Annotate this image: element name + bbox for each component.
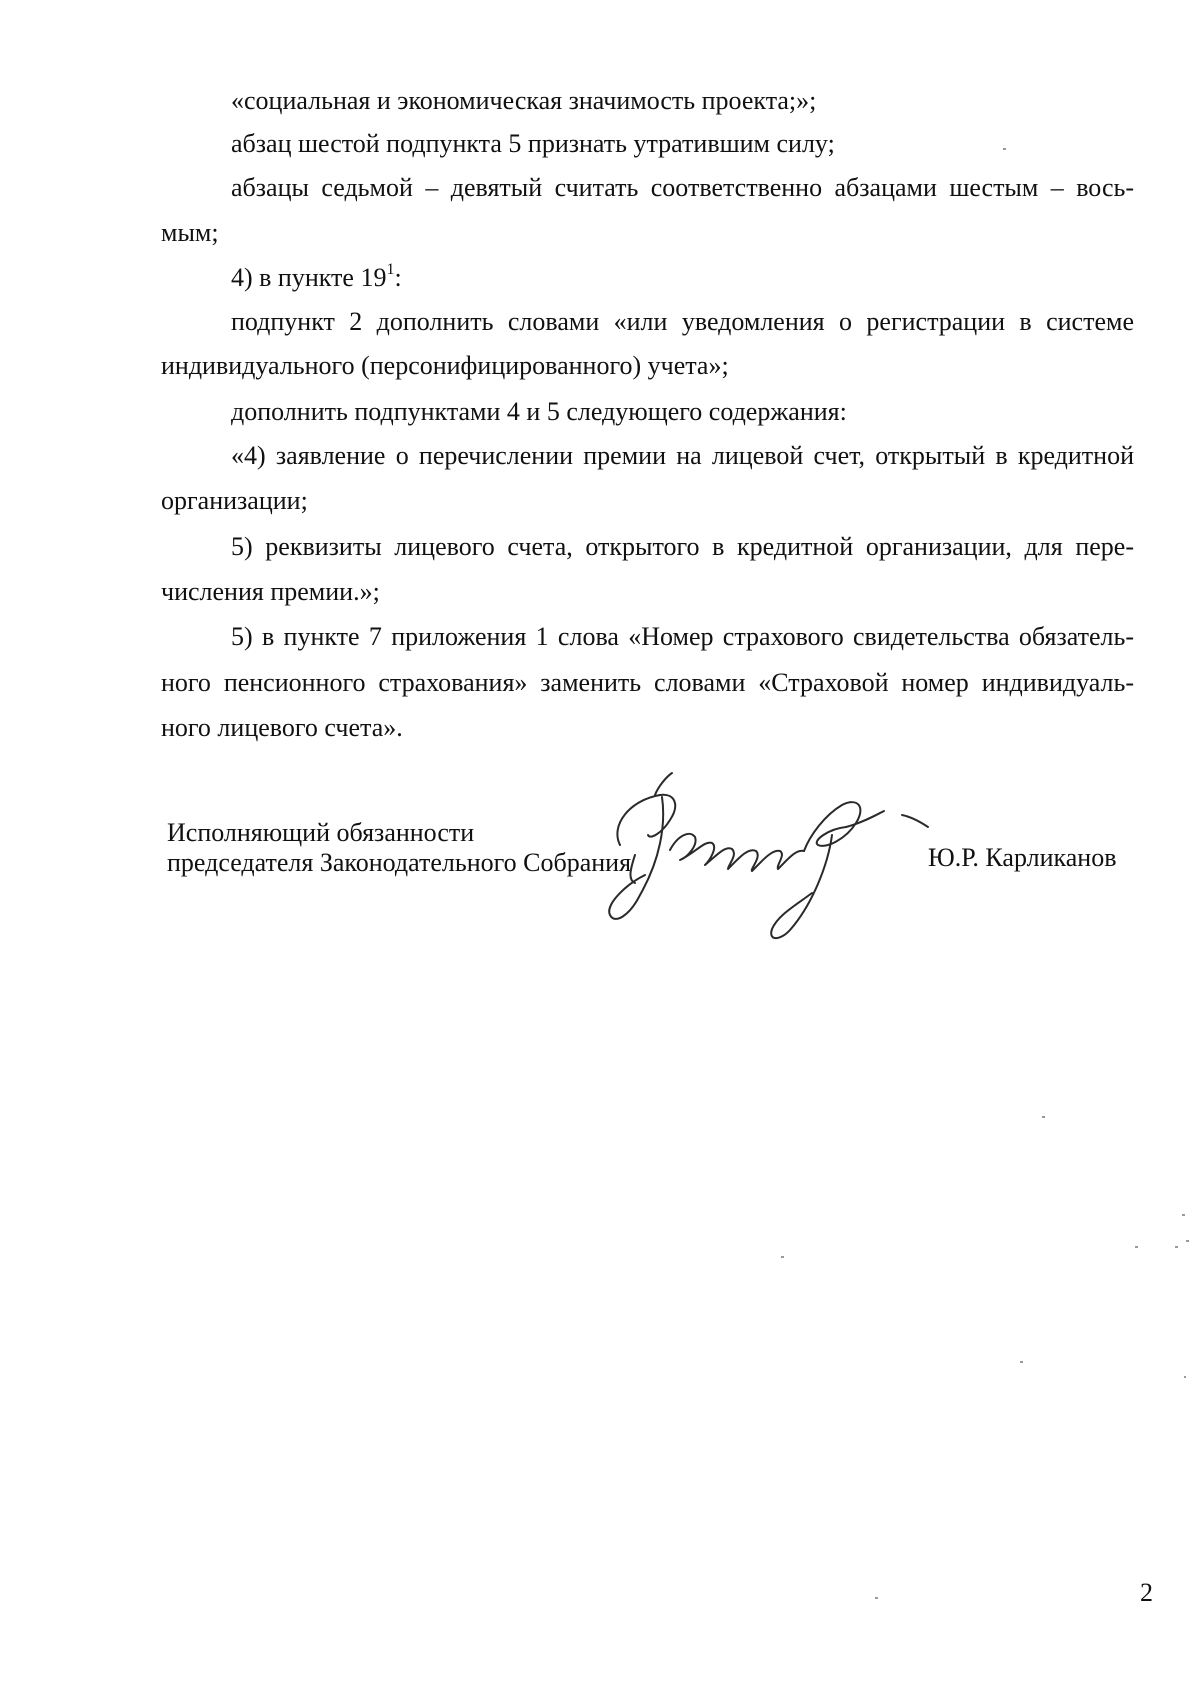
scan-speck bbox=[781, 1256, 784, 1258]
scan-speck bbox=[1020, 1361, 1023, 1363]
text-line: абзацы седьмой – девятый считать соответственно абзацами шестым – вось- bbox=[231, 173, 1134, 202]
scan-speck bbox=[1003, 148, 1006, 150]
scan-speck bbox=[1182, 1214, 1185, 1216]
text-line: ного лицевого счета». bbox=[161, 713, 403, 742]
text-line: 5) реквизиты лицевого счета, открытого в кредитной организации, для пере- bbox=[231, 532, 1134, 561]
text-line: индивидуального (персонифицированного) учета»; bbox=[161, 351, 729, 380]
text-line: мым; bbox=[161, 218, 219, 247]
scan-speck bbox=[1186, 1240, 1189, 1242]
signatory-position bbox=[167, 818, 631, 878]
scan-speck bbox=[1175, 1246, 1178, 1248]
position-line: председателя Законодательного Собрания bbox=[167, 848, 632, 877]
text-fragment: : bbox=[394, 263, 402, 292]
text-line: подпункт 2 дополнить словами «или уведомления о регистрации в системе bbox=[231, 307, 1134, 336]
page-number: 2 bbox=[1140, 1578, 1153, 1607]
scan-speck bbox=[1184, 1376, 1186, 1378]
position-line: Исполняющий обязанности bbox=[167, 818, 475, 847]
scan-speck bbox=[1042, 1116, 1045, 1118]
text-line: 5) в пункте 7 приложения 1 слова «Номер страхового свидетельства обязатель- bbox=[231, 622, 1134, 651]
text-line: «социальная и экономическая значимость проекта;»; bbox=[231, 86, 817, 115]
handwritten-signature bbox=[600, 765, 930, 945]
text-line: «4) заявление о перечислении премии на лицевой счет, открытый в кредитной bbox=[231, 441, 1134, 470]
text-line-with-superscript bbox=[231, 263, 402, 293]
text-fragment: 4) в пункте 19 bbox=[231, 263, 387, 292]
scan-speck bbox=[1135, 1246, 1138, 1248]
signer-name: Ю.Р. Карликанов bbox=[928, 843, 1117, 872]
text-line: дополнить подпунктами 4 и 5 следующего содержания: bbox=[231, 397, 847, 426]
text-line: организации; bbox=[161, 486, 308, 515]
text-line: числения премии.»; bbox=[161, 577, 380, 606]
superscript: 1 bbox=[386, 261, 395, 279]
text-line: абзац шестой подпункта 5 признать утратившим силу; bbox=[231, 129, 835, 158]
text-line: ного пенсионного страхования» заменить словами «Страховой номер индивидуаль- bbox=[161, 668, 1134, 697]
scan-speck bbox=[875, 1597, 878, 1599]
